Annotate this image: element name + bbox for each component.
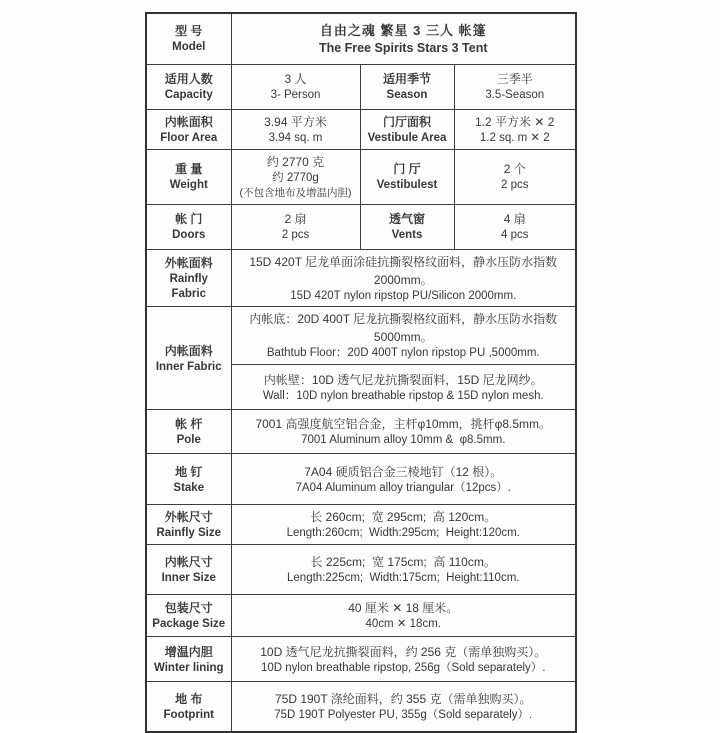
label-en: Pole <box>176 434 201 447</box>
value-cn: 3.94 平方米 <box>264 114 327 129</box>
row-package-size <box>146 595 576 637</box>
value-cn: 2 扇 <box>284 212 307 227</box>
value-en: 3.94 sq. m <box>268 131 323 144</box>
value-cn: 三季半 <box>496 72 533 87</box>
value-en: 75D 190T Polyester PU, 355g（Sold separately）. <box>274 709 533 722</box>
label-cn: 适用人数 <box>164 72 213 87</box>
vestibule-count-label <box>360 149 454 204</box>
label-cn: 透气窗 <box>388 212 425 227</box>
label-en: Floor Area <box>160 131 218 144</box>
value-cn: 长 260cm; 宽 295cm; 高 120cm。 <box>310 510 497 525</box>
value-en: 2 pcs <box>281 229 310 242</box>
label-cn: 门厅面积 <box>382 114 431 129</box>
value-cn: 15D 420T 尼龙单面涂硅抗撕裂格纹面料，静水压防水指数 2000mm。 <box>249 254 561 287</box>
value-en: 1.2 sq. m ✕ 2 <box>479 131 550 144</box>
label-en: Winter lining <box>153 661 224 674</box>
label-en: Rainfly Size <box>156 527 222 540</box>
label-cn: 内帐面积 <box>164 114 213 129</box>
label-cn: 内帐尺寸 <box>164 555 213 570</box>
inner-size-label <box>146 545 231 595</box>
label-en: Capacity <box>164 89 213 102</box>
value-en: 3- Person <box>270 89 321 102</box>
label-en: Footprint <box>163 709 214 722</box>
value-cn-line1: 约 2770 克 <box>266 154 325 169</box>
label-en: Season <box>386 89 428 102</box>
row-model <box>146 13 576 64</box>
footprint-value <box>231 682 576 732</box>
rainfly-fabric-label <box>146 249 231 307</box>
value-cn: 7001 高强度航空铝合金，主杆φ10mm，挑杆φ8.5mm。 <box>255 417 552 432</box>
value-cn: 75D 190T 涤纶面料，约 355 克（需单独购买）。 <box>274 692 532 707</box>
row-footprint <box>146 682 576 732</box>
value-en: 7A04 Aluminum alloy triangular（12pcs）. <box>295 481 511 494</box>
season-value <box>454 64 576 109</box>
stake-value <box>231 454 576 505</box>
value-cn: 3 人 <box>284 72 307 87</box>
label-cn: 地 布 <box>175 692 203 707</box>
value-en: The Free Spirits Stars 3 Tent <box>318 41 488 56</box>
spec-table <box>145 12 577 733</box>
vestibule-area-label <box>360 109 454 149</box>
value-en: 4 pcs <box>501 229 529 242</box>
winter-lining-label <box>146 637 231 682</box>
label-en: Package Size <box>152 618 226 631</box>
value-en-line2: 约 2770g <box>272 171 319 184</box>
label-en: Inner Fabric <box>155 360 222 373</box>
label-en: Vestibule Area <box>367 131 447 144</box>
value-en: Bathtub Floor：20D 400T nylon ripstop PU ,5000mm. <box>266 347 540 360</box>
value-en: 7001 Aluminum alloy 10mm & φ8.5mm. <box>301 434 506 447</box>
value-cn: 1.2 平方米 ✕ 2 <box>475 114 555 129</box>
value-en: 2 pcs <box>501 179 529 192</box>
label-cn: 包装尺寸 <box>164 601 213 616</box>
label-cn: 内帐面料 <box>164 343 213 358</box>
value-cn: 2 个 <box>503 162 526 177</box>
package-size-label <box>146 595 231 637</box>
value-en: 3.5-Season <box>485 89 545 102</box>
value-en: 40cm ✕ 18cm. <box>365 618 441 631</box>
row-pole <box>146 410 576 454</box>
label-cn: 地 钉 <box>175 464 203 479</box>
label-en: Inner Size <box>161 572 216 585</box>
label-cn: 增温内胆 <box>164 644 213 659</box>
row-rainfly-size <box>146 505 576 545</box>
pole-label <box>146 410 231 454</box>
label-cn: 帐 门 <box>175 212 203 227</box>
footprint-label <box>146 682 231 732</box>
label-cn: 重 量 <box>175 162 203 177</box>
vents-label <box>360 204 454 249</box>
weight-label <box>146 149 231 204</box>
row-area <box>146 109 576 149</box>
capacity-value <box>231 64 360 109</box>
label-cn: 适用季节 <box>382 72 431 87</box>
value-cn: 7A04 硬质铝合金三棱地钉（12 根）。 <box>304 464 503 479</box>
floor-area-label <box>146 109 231 149</box>
label-en: Vestibulest <box>376 179 438 192</box>
row-stake <box>146 454 576 505</box>
pole-value <box>231 410 576 454</box>
row-capacity-season <box>146 64 576 109</box>
value-cn: 内帐壁：10D 透气尼龙抗撕裂面料，15D 尼龙网纱。 <box>263 372 543 387</box>
vents-value <box>454 204 576 249</box>
rainfly-size-label <box>146 505 231 545</box>
doors-value <box>231 204 360 249</box>
label-en: Weight <box>169 179 208 192</box>
label-en: Stake <box>173 481 205 494</box>
row-rainfly-fabric <box>146 249 576 307</box>
row-winter-lining <box>146 637 576 682</box>
label-cn: 门 厅 <box>393 162 421 177</box>
model-label <box>146 13 231 64</box>
value-cn: 40 厘米 ✕ 18 厘米。 <box>348 601 459 616</box>
season-label <box>360 64 454 109</box>
value-note: (不包含地布及增温内胆) <box>239 186 352 199</box>
row-doors-vents <box>146 204 576 249</box>
value-en: Length:225cm; Width:175cm; Height:110cm. <box>287 572 520 585</box>
floor-area-value <box>231 109 360 149</box>
weight-value <box>231 149 360 204</box>
label-cn: 外帐尺寸 <box>164 510 213 525</box>
model-value <box>231 13 576 64</box>
row-inner-fabric-floor <box>146 307 576 365</box>
vestibule-area-value <box>454 109 576 149</box>
value-en: Length:260cm; Width:295cm; Height:120cm. <box>286 527 520 540</box>
winter-lining-value <box>231 637 576 682</box>
value-cn: 自由之魂 繁星 3 三人 帐篷 <box>319 22 487 38</box>
label-en: Rainfly Fabric <box>169 273 208 300</box>
value-en: Wall：10D nylon breathable ripstop & 15D nylon mesh. <box>262 389 544 402</box>
label-cn: 型 号 <box>175 24 203 39</box>
stake-label <box>146 454 231 505</box>
row-inner-size <box>146 545 576 595</box>
vestibule-count-value <box>454 149 576 204</box>
label-cn: 外帐面料 <box>164 256 213 271</box>
doors-label <box>146 204 231 249</box>
value-cn: 10D 透气尼龙抗撕裂面料，约 256 克（需单独购买）。 <box>260 644 547 659</box>
label-en: Model <box>172 41 206 54</box>
value-en: 10D nylon breathable ripstop, 256g（Sold separately）. <box>261 661 546 674</box>
inner-fabric-floor-value <box>231 307 576 365</box>
rainfly-size-value <box>231 505 576 545</box>
label-cn: 帐 杆 <box>175 417 203 432</box>
value-cn: 内帐底：20D 400T 尼龙抗撕裂格纹面料，静水压防水指数 5000mm。 <box>249 312 561 345</box>
label-en: Vents <box>391 229 423 242</box>
value-en: 15D 420T nylon ripstop PU/Silicon 2000mm. <box>290 289 517 302</box>
inner-fabric-label <box>146 307 231 410</box>
label-en: Doors <box>172 229 206 242</box>
capacity-label <box>146 64 231 109</box>
value-cn: 长 225cm; 宽 175cm; 高 110cm。 <box>310 555 496 570</box>
inner-size-value <box>231 545 576 595</box>
row-weight-vestibule <box>146 149 576 204</box>
inner-fabric-wall-value <box>231 365 576 410</box>
value-cn: 4 扇 <box>503 212 526 227</box>
package-size-value <box>231 595 576 637</box>
rainfly-fabric-value <box>231 249 576 307</box>
